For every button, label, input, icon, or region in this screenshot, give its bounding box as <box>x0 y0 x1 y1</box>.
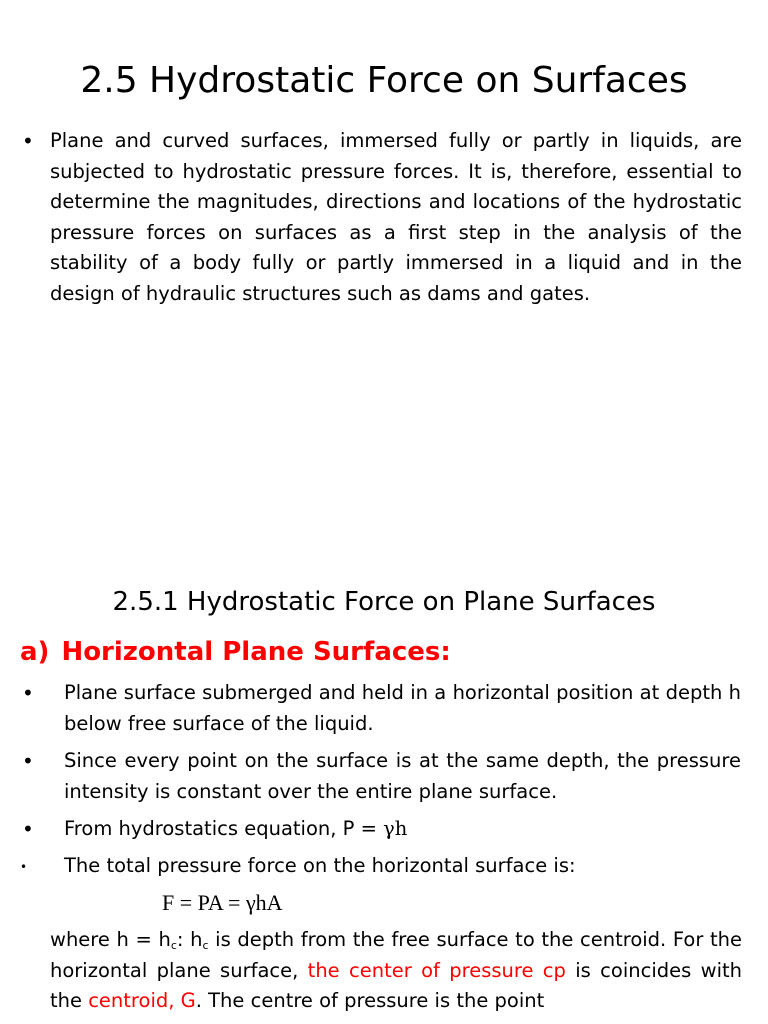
section-heading <box>20 634 451 670</box>
highlight-text: the center of pressure cp <box>307 958 566 982</box>
bullet-marker: • <box>20 860 28 874</box>
intro-paragraph: Plane and curved surfaces, immersed fully or partly in liquids, are subjected to hydrostatic pressure forces. It is, therefore, essential to determine the magnitudes, directions and locations of the hydrostatic pressure forces on surfaces as a first step in the analysis of the stability of a body fully or partly immersed in a liquid and in the design of hydraulic structures such as dams and gates. <box>50 129 742 305</box>
slide1-title: 2.5 Hydrostatic Force on Surfaces <box>80 60 688 101</box>
explanation-paragraph <box>50 925 742 1017</box>
list-item: The total pressure force on the horizontal surface is: <box>64 854 576 877</box>
list-item: Plane surface submerged and held in a horizontal position at depth h below free surface of the liquid. <box>64 681 741 735</box>
text-run: is coincides with the <box>50 958 743 1012</box>
bullet-marker: • <box>22 817 34 841</box>
list-item: Since every point on the surface is at the same depth, the pressure intensity is constant over the entire plane surface. <box>64 749 741 803</box>
force-formula: F = PA = γhA <box>162 890 283 915</box>
subscript: c <box>202 939 209 952</box>
text-run: . The centre of pressure is the point <box>195 989 545 1012</box>
bullet-marker: • <box>22 129 34 153</box>
inline-formula: γh <box>383 817 408 840</box>
subscript: c <box>170 939 177 952</box>
text-run: : h <box>176 928 203 951</box>
text-run: where h = h <box>50 928 171 951</box>
list-item <box>64 814 741 845</box>
heading-marker: a) <box>20 637 50 667</box>
bullet-marker: • <box>22 681 34 705</box>
slide2-title: 2.5.1 Hydrostatic Force on Plane Surfaces <box>112 587 656 617</box>
list-item-text: From hydrostatics equation, P = <box>64 817 384 840</box>
text-run: is depth from the free surface to the centroid. For the horizontal plane surface, <box>50 928 742 982</box>
heading-text: Horizontal Plane Surfaces: <box>61 637 451 667</box>
bullet-marker: • <box>22 749 34 773</box>
highlight-text: centroid, G <box>88 989 196 1012</box>
